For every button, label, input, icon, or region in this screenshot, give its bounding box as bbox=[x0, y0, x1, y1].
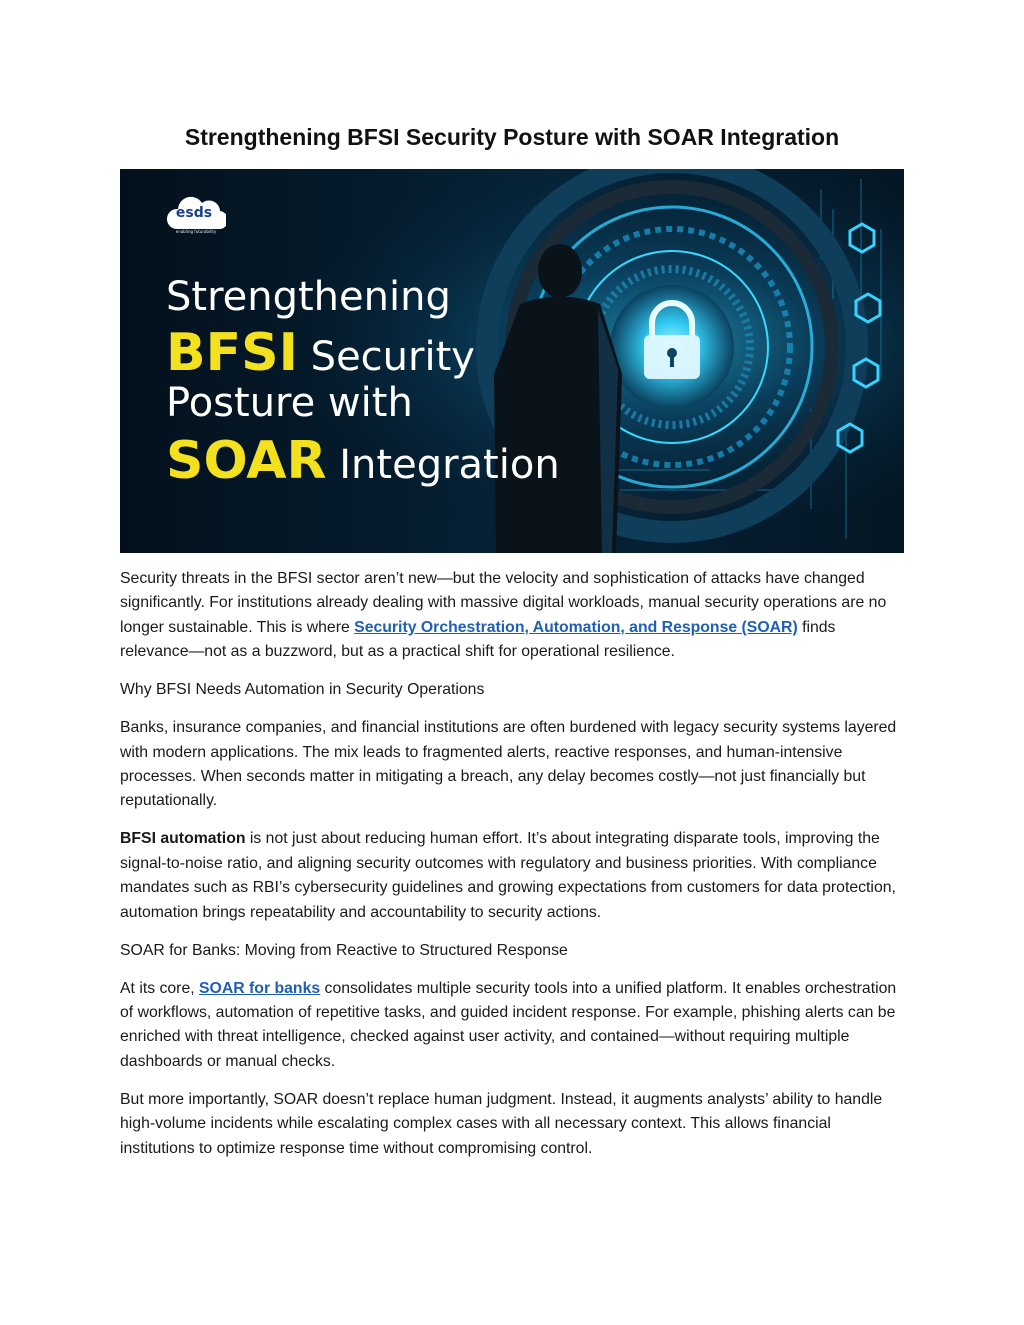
soar-for-banks-link[interactable]: SOAR for banks bbox=[199, 979, 321, 997]
esds-logo bbox=[164, 191, 226, 239]
bfsi-automation-term: BFSI automation bbox=[120, 830, 246, 848]
intro-text-after: finds relevance—not as a buzzword, but as a practical shift for operational resilience. bbox=[120, 618, 836, 661]
bfsi-automation-text: is not just about reducing human effort. It’s about integrating disparate tools, improving the signal-to-noise ratio, and aligning security outcomes with regulatory and business priorities. With compliance mandates such as RBI’s cybersecurity guidelines and growing expectations from customers for data protection, automation brings repeatability and accountability to security actions. bbox=[120, 830, 896, 921]
soar-core-text-before: At its core, bbox=[120, 979, 200, 997]
article-body bbox=[120, 567, 904, 1175]
bfsi-automation-paragraph bbox=[120, 827, 904, 925]
logo-wordmark: esds bbox=[175, 205, 213, 221]
legacy-systems-paragraph: Banks, insurance companies, and financial institutions are often burdened with legacy security systems layered with modern applications. The mix leads to fragmented alerts, reactive responses, and human-intensive processes. When seconds matter in mitigating a breach, any delay becomes costly—not just financially but reputationally. bbox=[120, 719, 897, 810]
section-heading-why-bfsi: Why BFSI Needs Automation in Security Operations bbox=[120, 681, 485, 699]
hero-banner-image bbox=[120, 169, 904, 553]
banner-line-2-rest: Security bbox=[297, 334, 475, 380]
page-title: Strengthening BFSI Security Posture with SOAR Integration bbox=[184, 124, 840, 150]
soar-core-paragraph bbox=[120, 977, 904, 1075]
logo-tagline: enabling futurability bbox=[175, 229, 217, 234]
banner-line-2 bbox=[166, 323, 560, 383]
soar-definition-link[interactable]: Security Orchestration, Automation, and Response (SOAR) bbox=[354, 618, 798, 636]
intro-paragraph bbox=[120, 567, 904, 665]
banner-highlight-bfsi: BFSI bbox=[166, 323, 298, 383]
banner-line-3: Posture with bbox=[166, 380, 413, 426]
banner-line-1: Strengthening bbox=[166, 274, 451, 320]
human-judgment-paragraph: But more importantly, SOAR doesn’t replace human judgment. Instead, it augments analysts’ ability to handle high-volume incidents while escalating complex cases with all necessary context. This allows financial institutions to optimize response time without compromising control. bbox=[120, 1090, 883, 1157]
intro-text-before: Security threats in the BFSI sector aren’t new—but the velocity and sophistication of attacks have changed significantly. For institutions already dealing with massive digital workloads, manual security operations are no longer sustainable. This is where bbox=[120, 570, 887, 636]
soar-core-text-after: consolidates multiple security tools into a unified platform. It enables orchestration of workflows, automation of repetitive tasks, and guided incident response. For example, phishing alerts can be enriched with threat intelligence, checked against user activity, and contained—without requiring multiple dashboards or manual checks. bbox=[120, 979, 897, 1070]
section-heading-soar-banks: SOAR for Banks: Moving from Reactive to Structured Response bbox=[120, 941, 568, 959]
banner-line-4-rest: Integration bbox=[326, 442, 560, 488]
banner-headline bbox=[166, 274, 560, 491]
banner-highlight-soar: SOAR bbox=[166, 431, 327, 491]
banner-line-4 bbox=[166, 431, 560, 491]
